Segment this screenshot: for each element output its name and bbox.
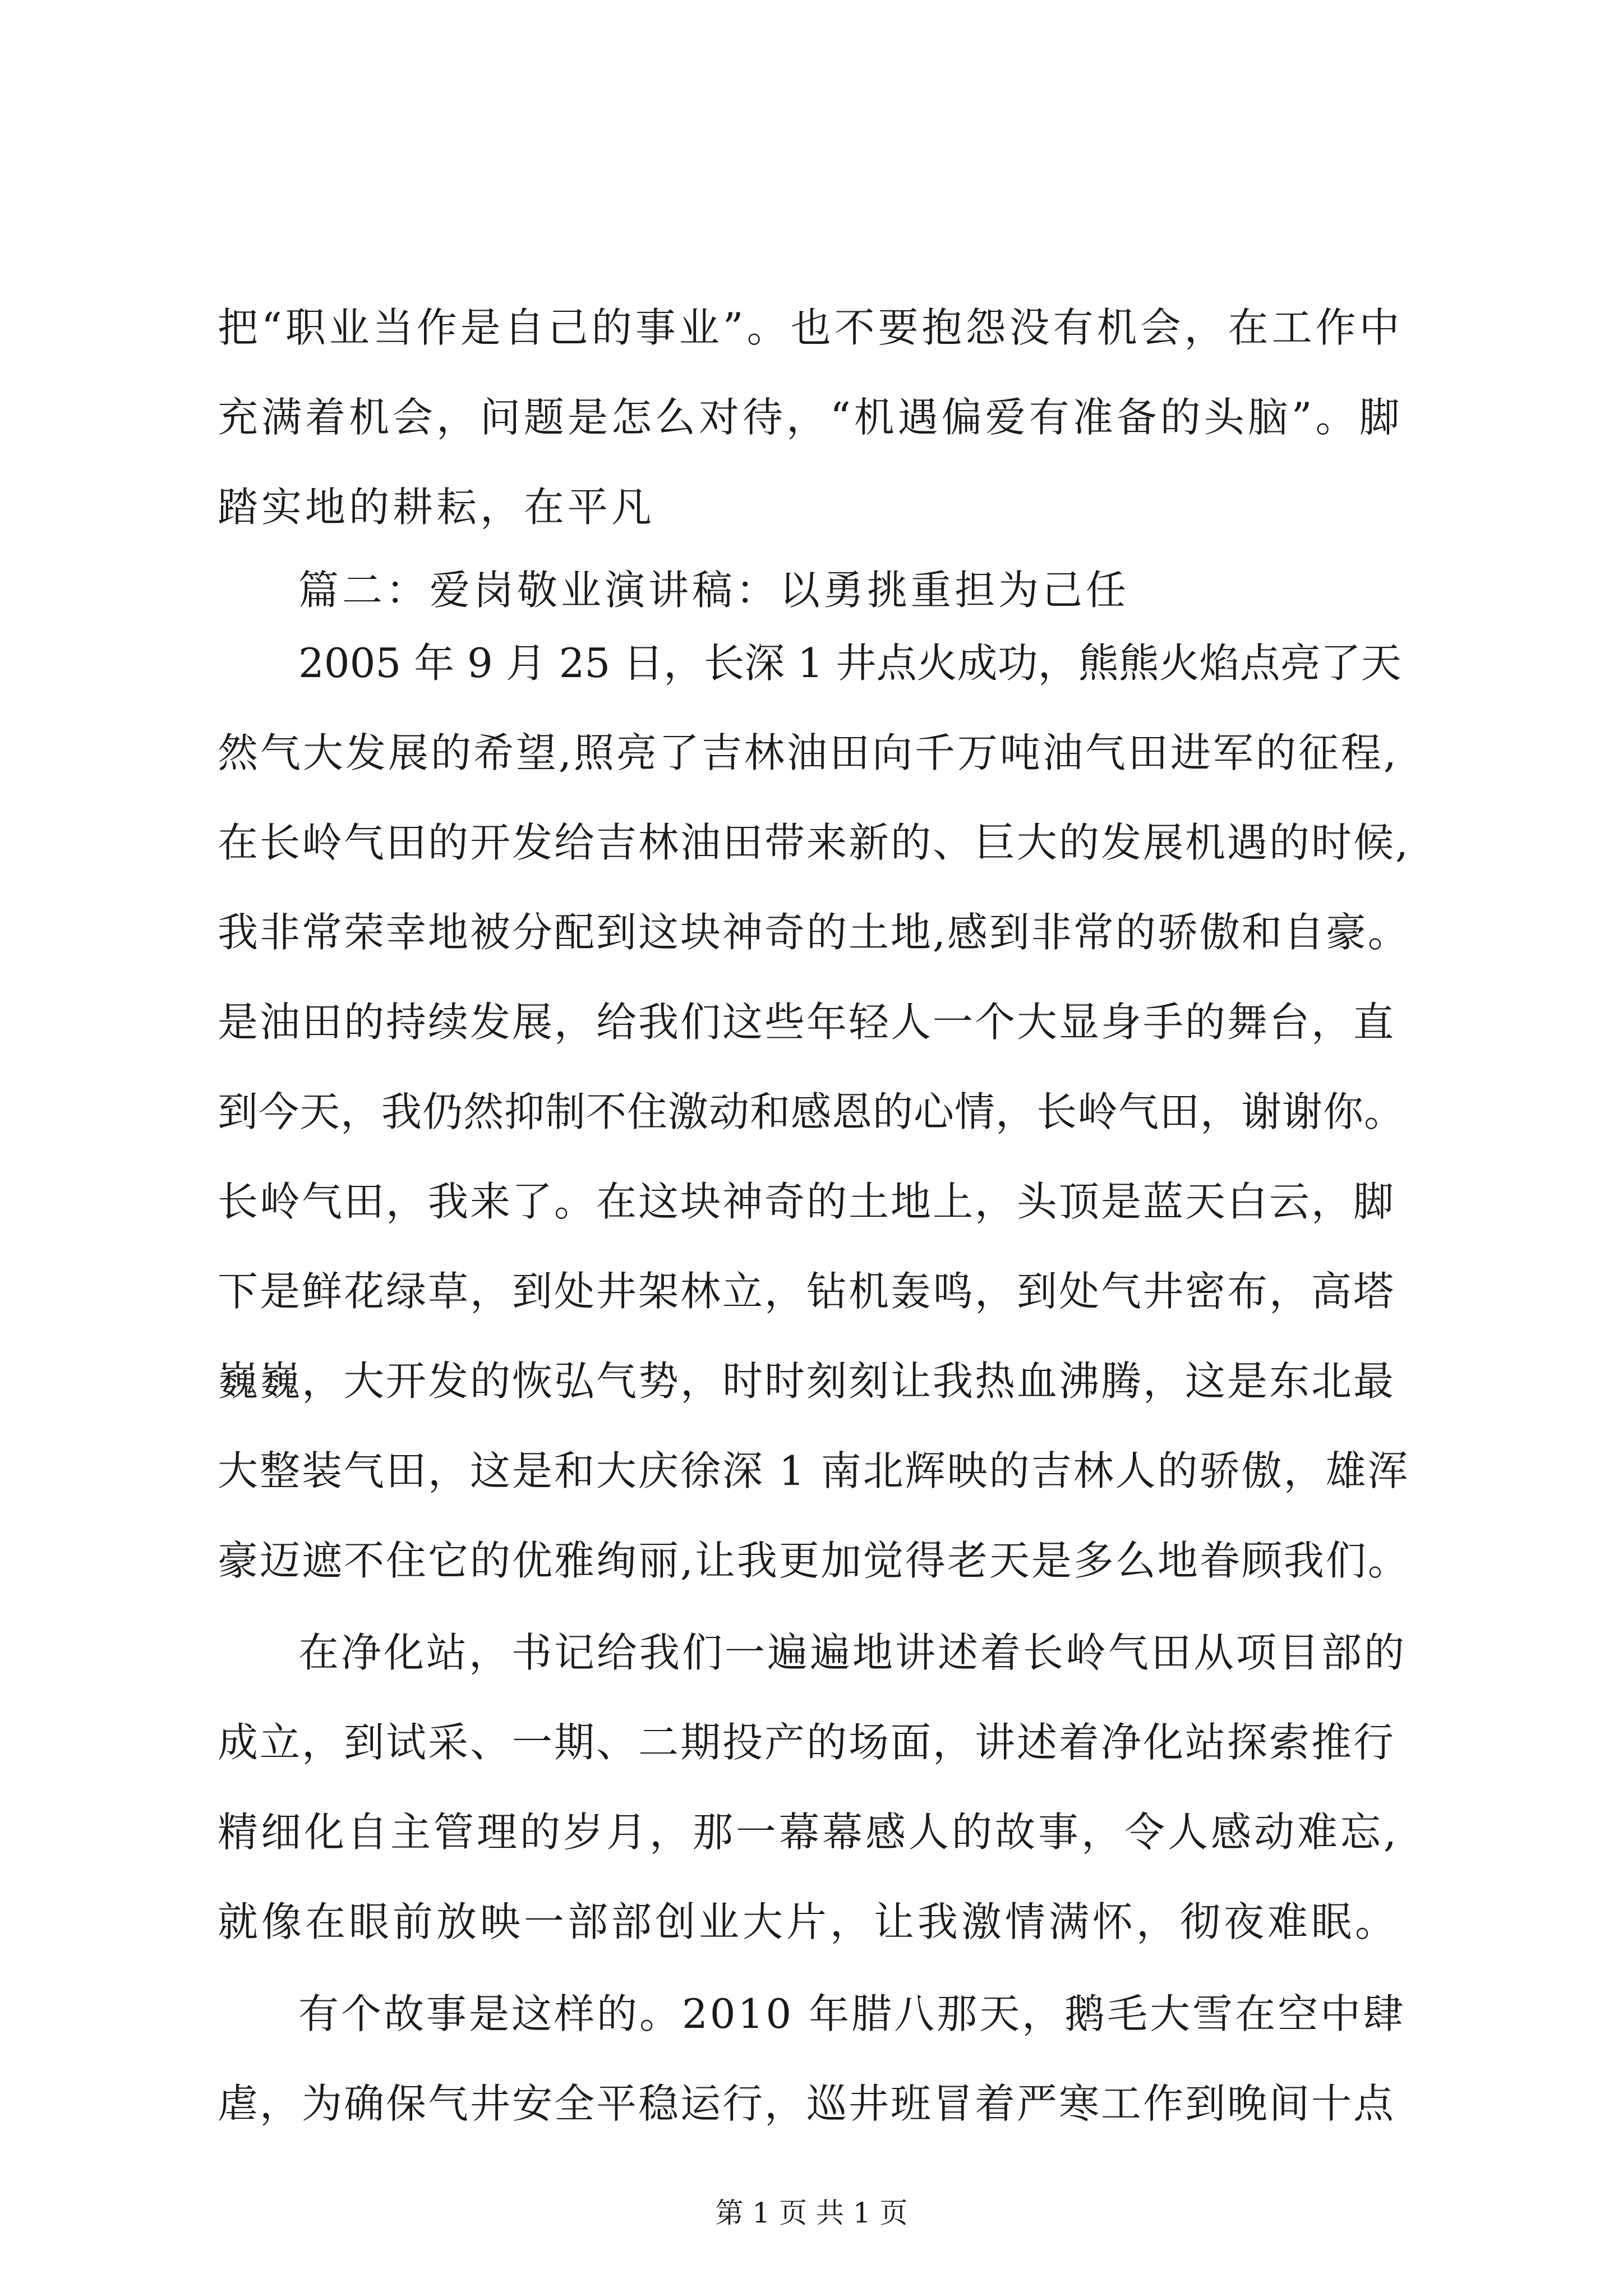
section-heading: 篇二：爱岗敬业演讲稿：以勇挑重担为己任	[298, 567, 1130, 614]
page-footer: 第 1 页 共 1 页	[715, 2197, 908, 2229]
text-line: 豪迈遮不住它的优雅绚丽,让我更加觉得老天是多么地眷顾我们。	[218, 1537, 1410, 1584]
text-line: 是油田的持续发展，给我们这些年轻人一个大显身手的舞台，直	[218, 999, 1396, 1046]
text-line: 长岭气田，我来了。在这块神奇的土地上，头顶是蓝天白云，脚	[218, 1178, 1396, 1225]
text-line: 下是鲜花绿草，到处井架林立，钻机轰鸣，到处气井密布，高塔	[218, 1268, 1396, 1315]
text-line: 成立，到试采、一期、二期投产的场面，讲述着净化站探索推行	[218, 1719, 1396, 1766]
text-line: 2005 年 9 月 25 日，长深 1 井点火成功，熊熊火焰点亮了天	[298, 639, 1401, 687]
text-line: 到今天，我仍然抑制不住激动和感恩的心情，长岭气田，谢谢你。	[218, 1088, 1405, 1135]
text-line: 有个故事是这样的。2010 年腊八那天，鹅毛大雪在空中肆	[298, 1990, 1406, 2037]
text-line: 大整装气田，这是和大庆徐深 1 南北辉映的吉林人的骄傲，雄浑	[218, 1447, 1410, 1494]
text-line: 精细化自主管理的岁月，那一幕幕感人的故事，令人感动难忘,	[218, 1809, 1399, 1856]
text-line: 巍巍，大开发的恢弘气势，时时刻刻让我热血沸腾，这是东北最	[218, 1358, 1396, 1405]
text-line: 我非常荣幸地被分配到这块神奇的土地,感到非常的骄傲和自豪。	[218, 909, 1410, 956]
text-line: 虐，为确保气井安全平稳运行，巡井班冒着严寒工作到晚间十点	[218, 2080, 1396, 2127]
text-line: 在净化站，书记给我们一遍遍地讲述着长岭气田从项目部的	[298, 1629, 1407, 1676]
text-line: 充满着机会，问题是怎么对待，“机遇偏爱有准备的头脑”。脚	[218, 394, 1403, 441]
text-line: 在长岭气田的开发给吉林油田带来新的、巨大的发展机遇的时候,	[218, 819, 1410, 866]
text-line: 然气大发展的希望,照亮了吉林油田向千万吨油气田进军的征程,	[218, 729, 1399, 776]
text-line: 就像在眼前放映一部部创业大片，让我激情满怀，彻夜难眠。	[218, 1898, 1399, 1945]
text-line: 把“职业当作是自己的事业”。也不要抱怨没有机会，在工作中	[218, 304, 1403, 351]
text-line: 踏实地的耕耘，在平凡	[218, 484, 656, 531]
